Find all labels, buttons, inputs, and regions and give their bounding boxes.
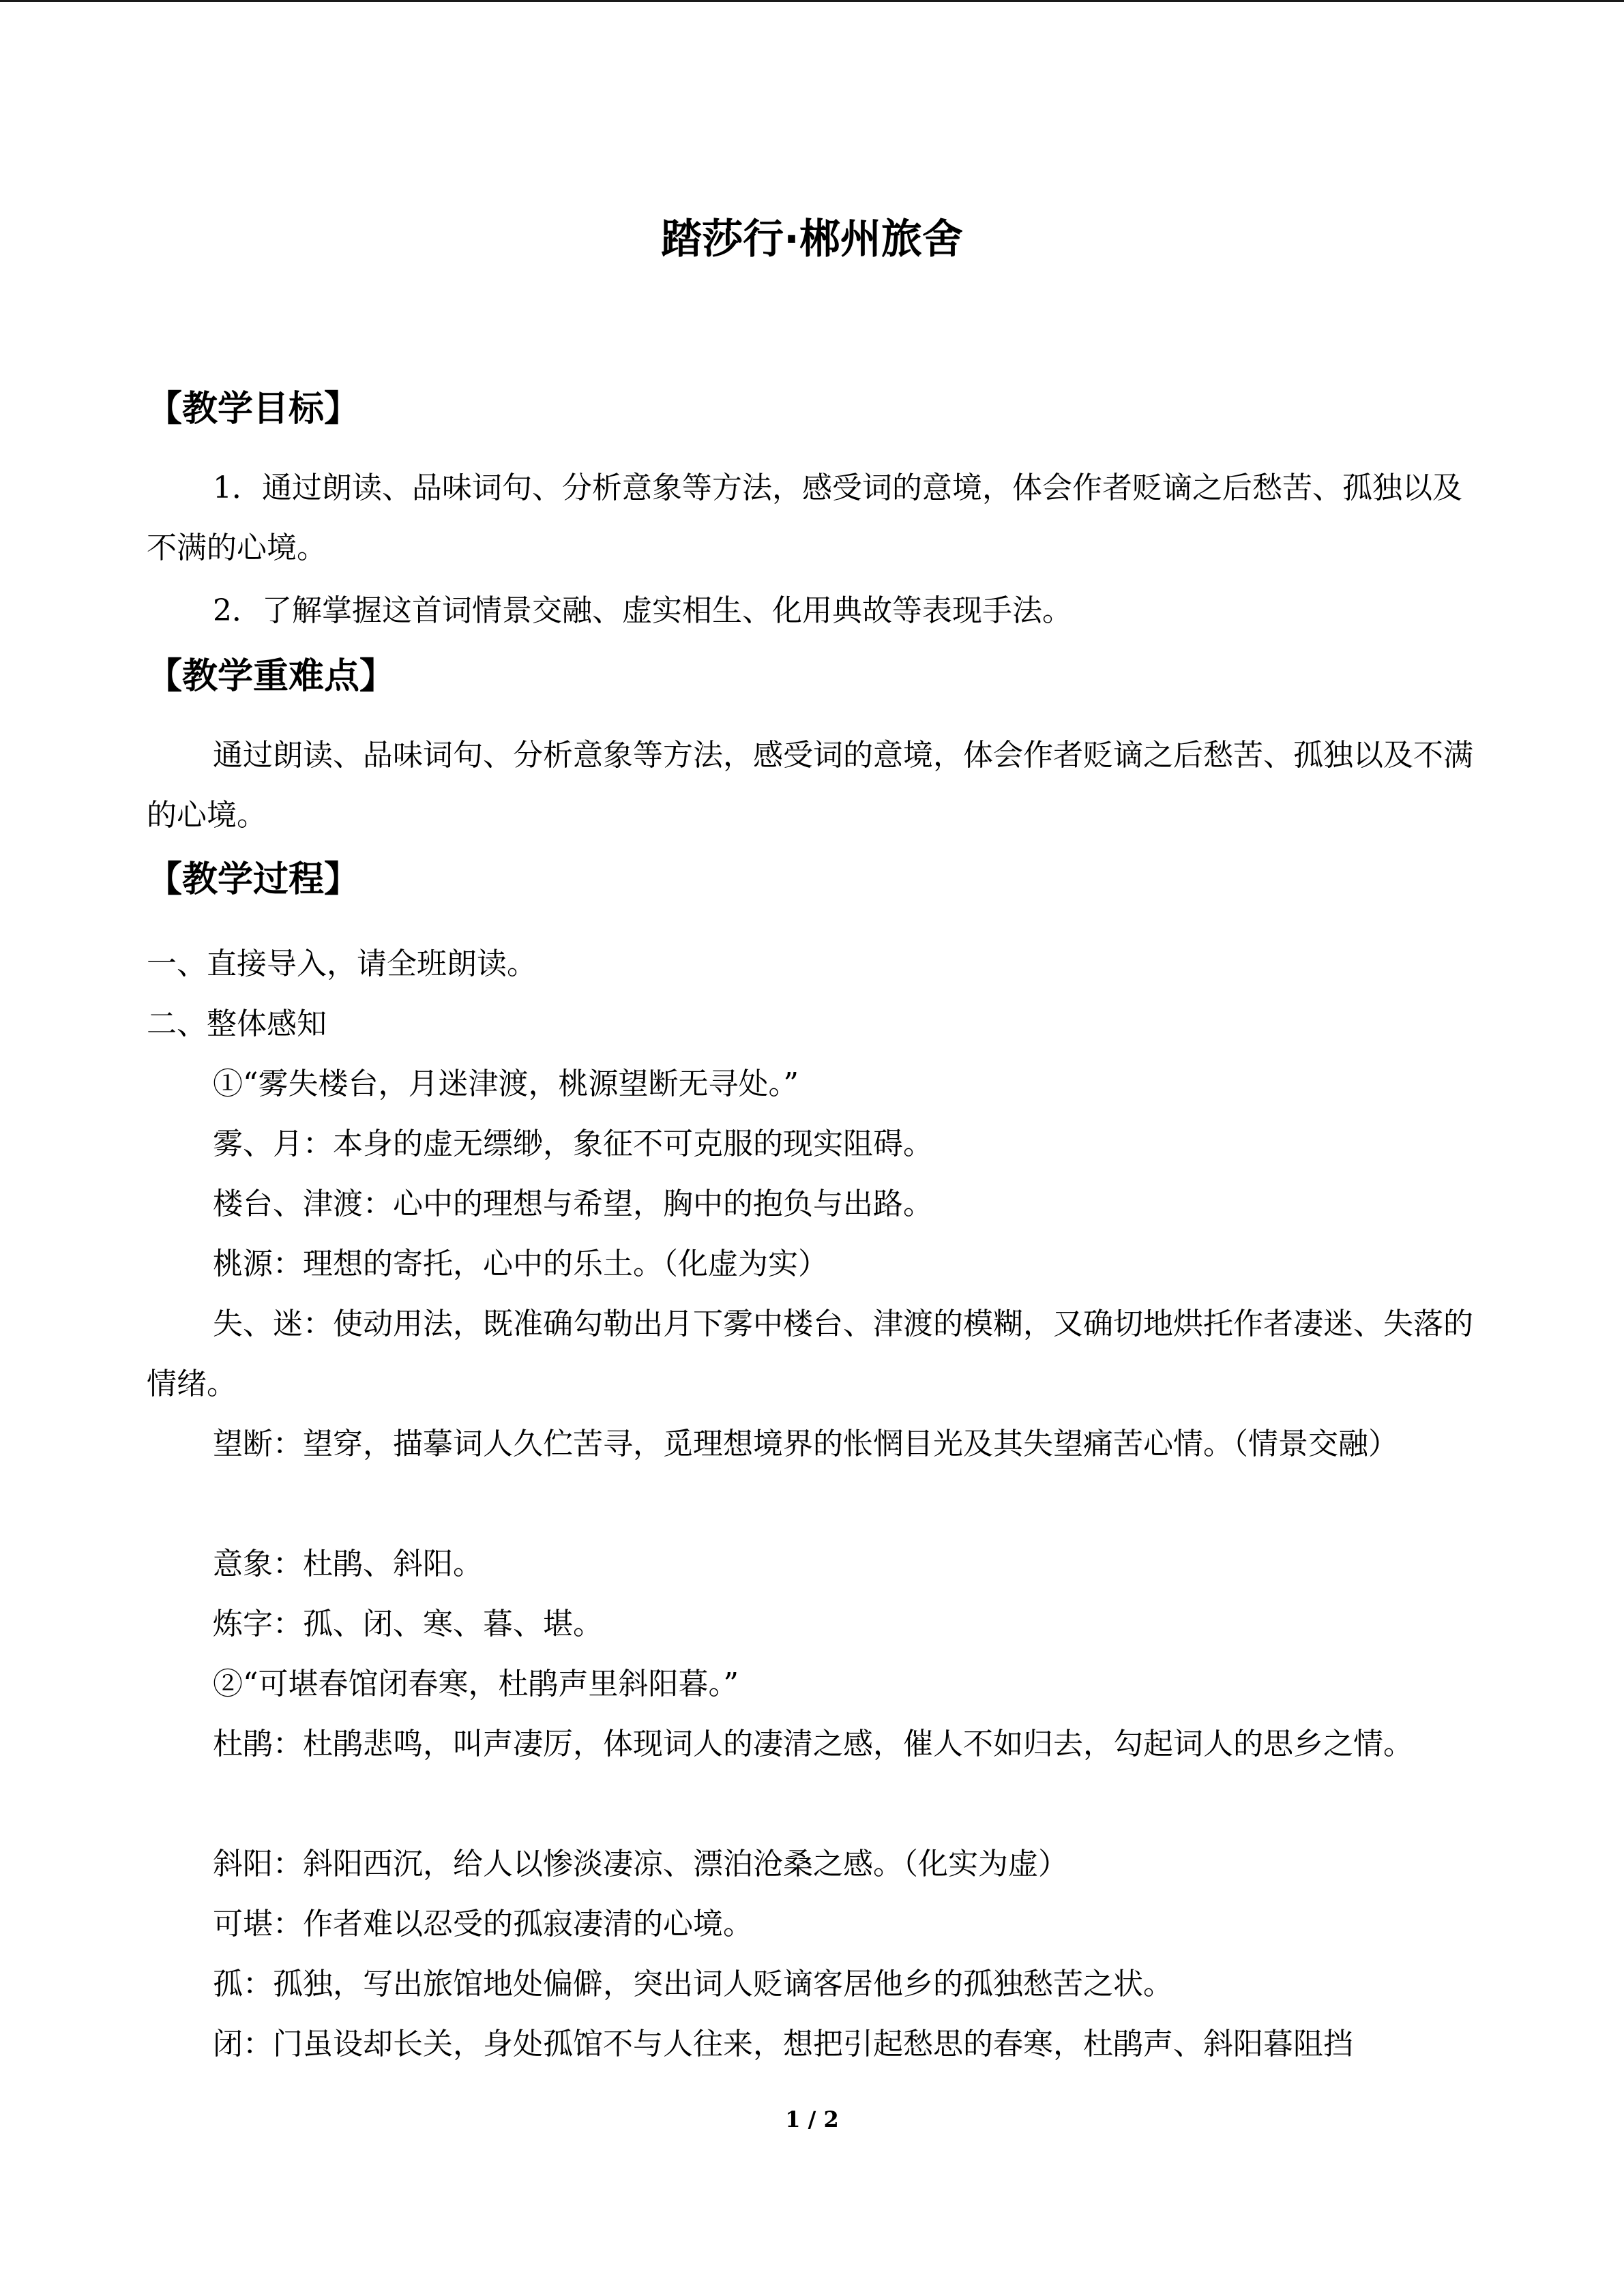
process-heading: 【教学过程】 (147, 859, 360, 900)
analysis-line: 孤：孤独，写出旅馆地处偏僻，突出词人贬谪客居他乡的孤独愁苦之状。 (213, 1967, 1173, 2001)
key-points-heading: 【教学重难点】 (147, 656, 396, 697)
goals-paragraph-1: 1．通过朗读、品味词句、分析意象等方法，感受词的意境，体会作者贬谪之后愁苦、孤独以及不满的心境。 (147, 471, 1462, 565)
analysis-line: 雾、月：本身的虚无缥缈，象征不可克服的现实阻碍。 (213, 1127, 933, 1161)
poem-quote-2: ②“可堪春馆闭春寒，杜鹃声里斜阳暮。” (213, 1667, 739, 1701)
analysis-line: 意象：杜鹃、斜阳。 (213, 1547, 483, 1581)
analysis-line: 楼台、津渡：心中的理想与希望，胸中的抱负与出路。 (213, 1187, 933, 1221)
analysis-line: 失、迷：使动用法，既准确勾勒出月下雾中楼台、津渡的模糊，又确切地烘托作者凄迷、失落的情绪。 (147, 1307, 1473, 1401)
goals-heading: 【教学目标】 (147, 389, 360, 430)
process-step-2: 二、整体感知 (147, 1007, 327, 1041)
analysis-line: 闭：门虽设却长关，身处孤馆不与人往来，想把引起愁思的春寒，杜鹃声、斜阳暮阻挡 (213, 2027, 1353, 2061)
poem-quote-1: ①“雾失楼台，月迷津渡，桃源望断无寻处。” (213, 1067, 799, 1101)
page-title: 踏莎行·郴州旅舍 (661, 215, 963, 263)
goals-paragraph-2: 2．了解掌握这首词情景交融、虚实相生、化用典故等表现手法。 (213, 593, 1072, 628)
process-step-1: 一、直接导入，请全班朗读。 (147, 946, 537, 981)
analysis-line: 桃源：理想的寄托，心中的乐土。（化虚为实） (213, 1247, 828, 1281)
page-number: 1 / 2 (785, 2106, 839, 2132)
analysis-line: 望断：望穿，描摹词人久伫苦寻，觅理想境界的怅惘目光及其失望痛苦心情。（情景交融） (213, 1427, 1398, 1461)
analysis-line: 杜鹃：杜鹃悲鸣，叫声凄厉，体现词人的凄清之感，催人不如归去，勾起词人的思乡之情。 (213, 1727, 1413, 1761)
top-border-line (0, 0, 1624, 2)
analysis-line: 可堪：作者难以忍受的孤寂凄清的心境。 (213, 1907, 753, 1941)
analysis-line: 炼字：孤、闭、寒、暮、堪。 (213, 1607, 603, 1641)
analysis-line: 斜阳：斜阳西沉，给人以惨淡凄凉、漂泊沧桑之感。（化实为虚） (213, 1847, 1068, 1881)
key-points-paragraph: 通过朗读、品味词句、分析意象等方法，感受词的意境，体会作者贬谪之后愁苦、孤独以及不满的心境。 (147, 738, 1473, 833)
